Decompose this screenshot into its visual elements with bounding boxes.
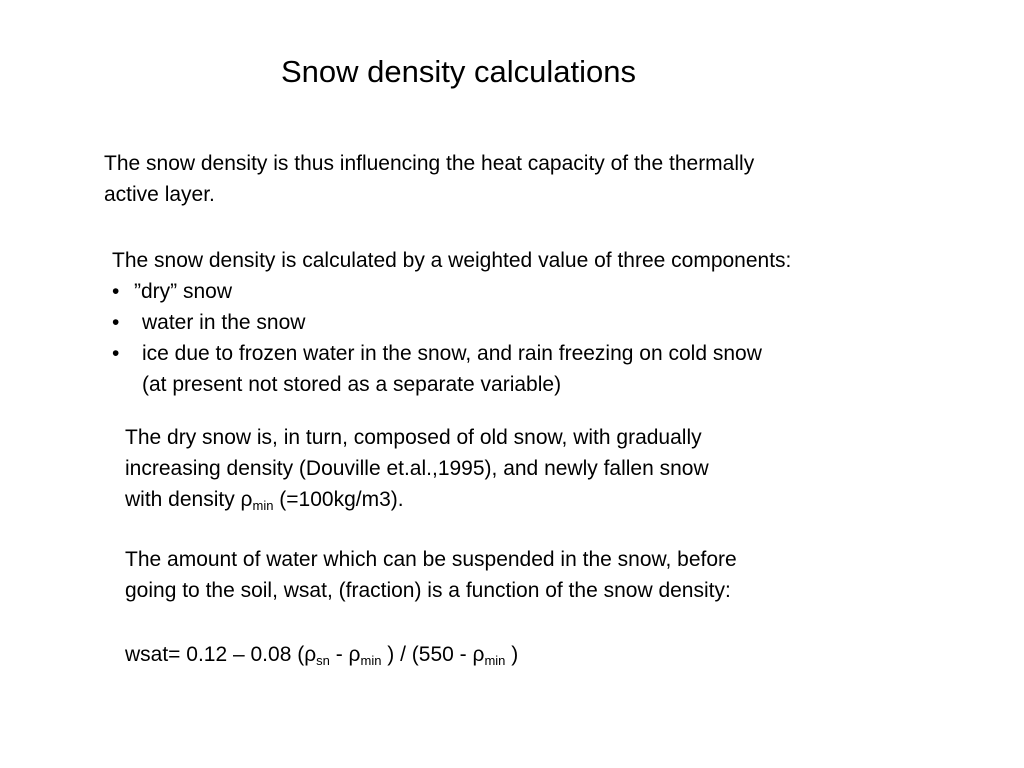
list-item-label: ”dry” snow <box>134 280 233 303</box>
bullet-icon: • <box>112 280 120 303</box>
water-paragraph <box>125 544 737 606</box>
dry-snow-line-3 <box>125 484 709 515</box>
formula-part-3: ) / (550 - ρ <box>381 643 485 666</box>
rho-min-subscript: min <box>252 498 274 513</box>
intro-line-2: active layer. <box>104 183 215 206</box>
list-item <box>112 338 791 369</box>
formula-part-4: ) <box>505 643 519 666</box>
rho-min-subscript: min <box>484 653 506 668</box>
water-line-1: The amount of water which can be suspended in the snow, before <box>125 548 737 571</box>
dry-snow-paragraph <box>125 422 709 515</box>
water-line-2: going to the soil, wsat, (fraction) is a function of the snow density: <box>125 579 731 602</box>
rho-sn-subscript: sn <box>316 653 330 668</box>
components-heading: The snow density is calculated by a weighted value of three components: <box>112 249 792 272</box>
list-item <box>112 276 791 307</box>
list-item <box>112 307 791 338</box>
dry-snow-line-1: The dry snow is, in turn, composed of old snow, with gradually <box>125 426 702 449</box>
dry-snow-line-3-suffix: (=100kg/m3). <box>273 488 404 511</box>
bullet-icon: • <box>112 342 120 365</box>
list-item-note: (at present not stored as a separate variable) <box>142 373 562 396</box>
intro-paragraph <box>104 148 754 210</box>
formula-part-1: wsat= 0.12 – 0.08 (ρ <box>125 643 317 666</box>
dry-snow-line-2: increasing density (Douville et.al.,1995), and newly fallen snow <box>125 457 709 480</box>
intro-line-1: The snow density is thus influencing the heat capacity of the thermally <box>104 152 755 175</box>
wsat-formula <box>125 639 518 670</box>
bullet-icon: • <box>112 311 120 334</box>
components-list <box>112 245 791 400</box>
list-item-label: water in the snow <box>142 311 306 334</box>
formula-part-2: - ρ <box>329 643 361 666</box>
slide-title: Snow density calculations <box>281 54 636 89</box>
rho-min-subscript: min <box>360 653 382 668</box>
list-item-label: ice due to frozen water in the snow, and rain freezing on cold snow <box>142 342 762 365</box>
dry-snow-line-3-prefix: with density ρ <box>125 488 253 511</box>
